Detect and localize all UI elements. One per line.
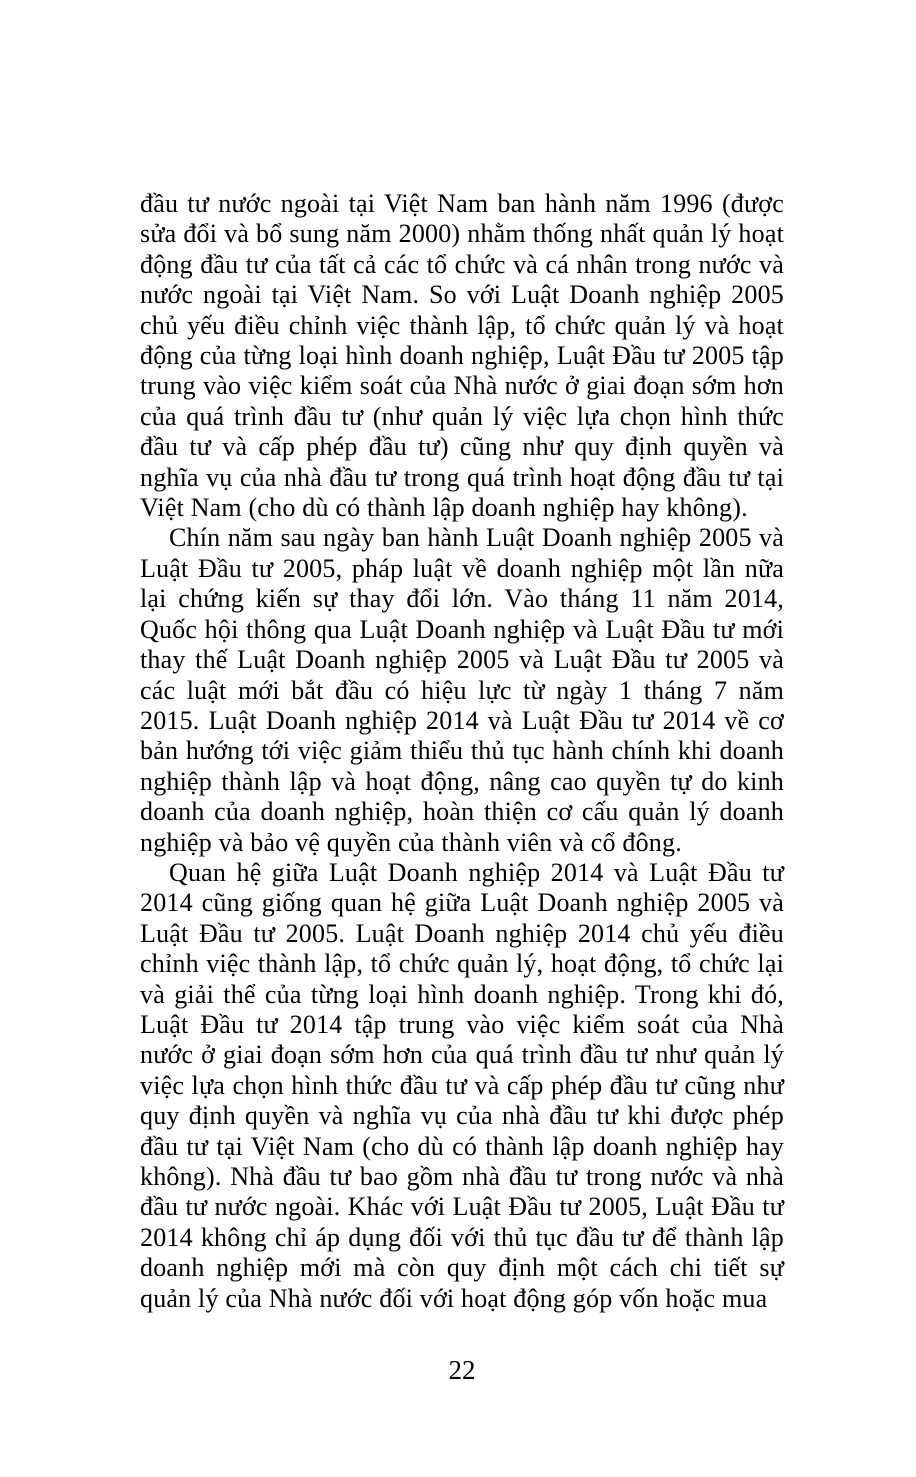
paragraph: Chín năm sau ngày ban hành Luật Doanh nghiệp 2005 và Luật Đầu tư 2005, pháp luật về doanh nghiệp một lần nữa lại chứng kiến sự thay đổi lớn. Vào tháng 11 năm 2014, Quốc hội thông qua Luật Doanh nghiệp và Luật Đầu tư mới thay thế Luật Doanh nghiệp 2005 và Luật Đầu tư 2005 và các luật mới bắt đầu có hiệu lực từ ngày 1 tháng 7 năm 2015. Luật Doanh nghiệp 2014 và Luật Đầu tư 2014 về cơ bản hướng tới việc giảm thiểu thủ tục hành chính khi doanh nghiệp thành lập và hoạt động, nâng cao quyền tự do kinh doanh của doanh nghiệp, hoàn thiện cơ cấu quản lý doanh nghiệp và bảo vệ quyền của thành viên và cổ đông.	[140, 523, 784, 857]
body-text	[140, 189, 784, 1314]
paragraph-continuation: đầu tư nước ngoài tại Việt Nam ban hành năm 1996 (được sửa đổi và bổ sung năm 2000) nhằm thống nhất quản lý hoạt động đầu tư của tất cả các tổ chức và cá nhân trong nước và nước ngoài tại Việt Nam. So với Luật Doanh nghiệp 2005 chủ yếu điều chỉnh việc thành lập, tổ chức quản lý và hoạt động của từng loại hình doanh nghiệp, Luật Đầu tư 2005 tập trung vào việc kiểm soát của Nhà nước ở giai đoạn sớm hơn của quá trình đầu tư (như quản lý việc lựa chọn hình thức đầu tư và cấp phép đầu tư) cũng như quy định quyền và nghĩa vụ của nhà đầu tư trong quá trình hoạt động đầu tư tại Việt Nam (cho dù có thành lập doanh nghiệp hay không).	[140, 189, 784, 523]
page-number: 22	[448, 1355, 476, 1385]
paragraph: Quan hệ giữa Luật Doanh nghiệp 2014 và Luật Đầu tư 2014 cũng giống quan hệ giữa Luật Doanh nghiệp 2005 và Luật Đầu tư 2005. Luật Doanh nghiệp 2014 chủ yếu điều chỉnh việc thành lập, tổ chức quản lý, hoạt động, tổ chức lại và giải thể của từng loại hình doanh nghiệp. Trong khi đó, Luật Đầu tư 2014 tập trung vào việc kiểm soát của Nhà nước ở giai đoạn sớm hơn của quá trình đầu tư như quản lý việc lựa chọn hình thức đầu tư và cấp phép đầu tư cũng như quy định quyền và nghĩa vụ của nhà đầu tư khi được phép đầu tư tại Việt Nam (cho dù có thành lập doanh nghiệp hay không). Nhà đầu tư bao gồm nhà đầu tư trong nước và nhà đầu tư nước ngoài. Khác với Luật Đầu tư 2005, Luật Đầu tư 2014 không chỉ áp dụng đối với thủ tục đầu tư để thành lập doanh nghiệp mới mà còn quy định một cách chi tiết sự quản lý của Nhà nước đối với hoạt động góp vốn hoặc mua	[140, 857, 784, 1313]
